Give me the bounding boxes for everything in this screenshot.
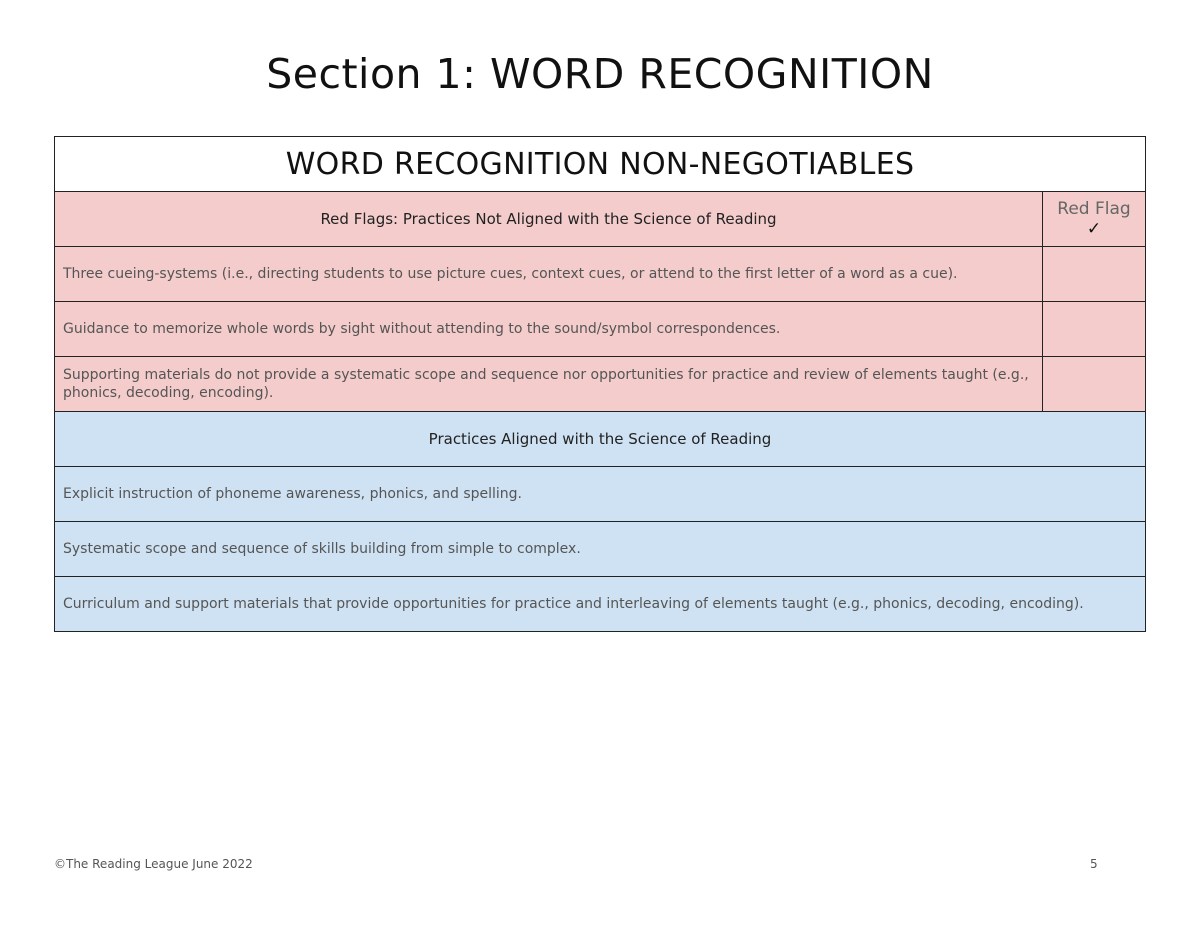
red-flags-header-row — [55, 192, 1146, 247]
table-row — [55, 467, 1146, 522]
aligned-header-row — [55, 412, 1146, 467]
red-flag-item: Three cueing-systems (i.e., directing students to use picture cues, context cues, or attend to the first letter of a word as a cue). — [55, 247, 1043, 302]
red-flag-column-label: Red Flag — [1057, 199, 1131, 219]
red-flag-check-cell[interactable] — [1043, 247, 1146, 302]
table-row — [55, 577, 1146, 632]
aligned-practice-item: Curriculum and support materials that provide opportunities for practice and interleaving of elements taught (e.g., phonics, decoding, encoding). — [55, 577, 1146, 632]
non-negotiables-table — [54, 136, 1146, 632]
page-title: Section 1: WORD RECOGNITION — [266, 50, 934, 98]
table-row — [55, 302, 1146, 357]
checkmark-icon: ✓ — [1086, 219, 1102, 239]
aligned-practice-item: Explicit instruction of phoneme awareness, phonics, and spelling. — [55, 467, 1146, 522]
red-flag-column-header — [1043, 192, 1146, 247]
table-title: WORD RECOGNITION NON-NEGOTIABLES — [55, 137, 1146, 192]
aligned-practice-item: Systematic scope and sequence of skills building from simple to complex. — [55, 522, 1146, 577]
table-title-row — [55, 137, 1146, 192]
aligned-practices-header: Practices Aligned with the Science of Reading — [55, 412, 1146, 467]
red-flag-item: Supporting materials do not provide a systematic scope and sequence nor opportunities for practice and review of elements taught (e.g., phonics, decoding, encoding). — [55, 357, 1043, 412]
table-row — [55, 522, 1146, 577]
copyright-footer: ©The Reading League June 2022 — [54, 857, 253, 871]
table-row — [55, 247, 1146, 302]
red-flags-header: Red Flags: Practices Not Aligned with the Science of Reading — [55, 192, 1043, 247]
red-flag-check-cell[interactable] — [1043, 302, 1146, 357]
table-row — [55, 357, 1146, 412]
red-flag-check-cell[interactable] — [1043, 357, 1146, 412]
red-flag-item: Guidance to memorize whole words by sight without attending to the sound/symbol correspondences. — [55, 302, 1043, 357]
page-number: 5 — [1090, 857, 1098, 871]
